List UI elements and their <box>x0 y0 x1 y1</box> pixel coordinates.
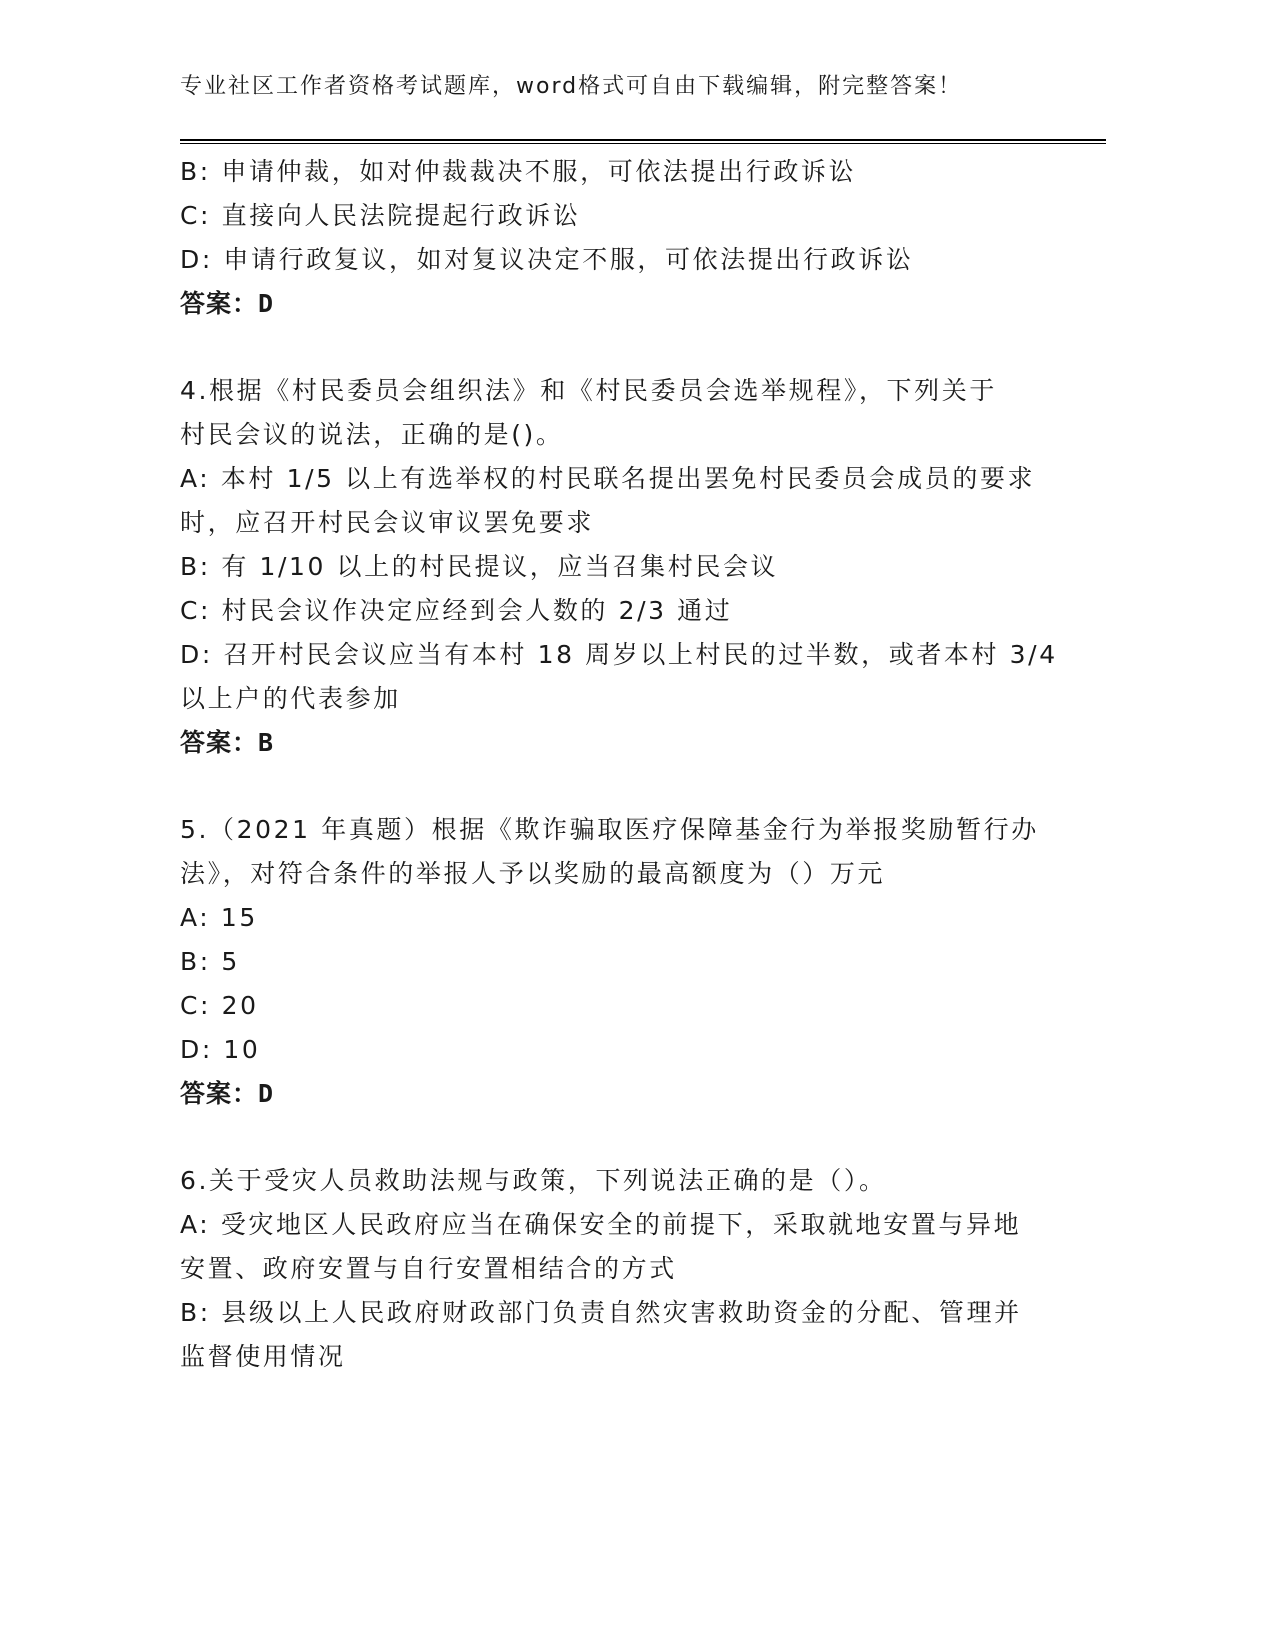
q3-option-b: B: 申请仲裁，如对仲裁裁决不服，可依法提出行政诉讼 <box>180 157 857 186</box>
q4-stem-line-2: 村民会议的说法，正确的是()。 <box>180 420 564 449</box>
question-5 <box>180 808 1060 1116</box>
q5-answer-label: 答案： <box>180 1079 259 1108</box>
q4-option-d-line-2: 以上户的代表参加 <box>180 684 401 713</box>
q5-option-a: A: 15 <box>180 903 258 932</box>
q3-answer-value: D <box>258 289 275 318</box>
q4-option-c: C: 村民会议作决定应经到会人数的 2/3 通过 <box>180 596 733 625</box>
q6-stem-line-1: 6.关于受灾人员救助法规与政策，下列说法正确的是（）。 <box>180 1166 887 1195</box>
q4-option-a-line-1: A: 本村 1/5 以上有选举权的村民联名提出罢免村民委员会成员的要求 <box>180 464 1036 493</box>
q6-option-b-line-2: 监督使用情况 <box>180 1342 346 1371</box>
q5-stem-line-2: 法》，对符合条件的举报人予以奖励的最高额度为（）万元 <box>180 859 886 888</box>
q4-answer-value: B <box>258 728 275 757</box>
q6-option-b-line-1: B: 县级以上人民政府财政部门负责自然灾害救助资金的分配、管理并 <box>180 1298 1022 1327</box>
page-header: 专业社区工作者资格考试题库，word格式可自由下载编辑，附完整答案！ <box>180 74 963 99</box>
q4-option-b: B: 有 1/10 以上的村民提议，应当召集村民会议 <box>180 552 779 581</box>
q4-option-d-line-1: D: 召开村民会议应当有本村 18 周岁以上村民的过半数，或者本村 3/4 <box>180 640 1058 669</box>
q5-answer <box>180 1072 1060 1116</box>
q3-answer-label: 答案： <box>180 289 259 318</box>
question-3 <box>180 150 1060 326</box>
q4-answer-label: 答案： <box>180 728 259 757</box>
q3-option-d: D: 申请行政复议，如对复议决定不服，可依法提出行政诉讼 <box>180 245 914 274</box>
q5-option-c: C: 20 <box>180 991 259 1020</box>
q5-answer-value: D <box>258 1079 275 1108</box>
q4-stem-line-1: 4.根据《村民委员会组织法》和《村民委员会选举规程》，下列关于 <box>180 376 997 405</box>
question-4 <box>180 369 1060 765</box>
q3-answer <box>180 282 1060 326</box>
q5-stem-line-1: 5.（2021 年真题）根据《欺诈骗取医疗保障基金行为举报奖励暂行办 <box>180 815 1039 844</box>
q6-option-a-line-1: A: 受灾地区人民政府应当在确保安全的前提下，采取就地安置与异地 <box>180 1210 1022 1239</box>
question-6 <box>180 1159 1060 1379</box>
q4-answer <box>180 721 1060 765</box>
document-body <box>180 150 1060 1379</box>
q5-option-d: D: 10 <box>180 1035 261 1064</box>
q3-option-c: C: 直接向人民法院提起行政诉讼 <box>180 201 581 230</box>
q6-option-a-line-2: 安置、政府安置与自行安置相结合的方式 <box>180 1254 677 1283</box>
q4-option-a-line-2: 时，应召开村民会议审议罢免要求 <box>180 508 595 537</box>
q5-option-b: B: 5 <box>180 947 240 976</box>
header-divider <box>180 139 1106 144</box>
